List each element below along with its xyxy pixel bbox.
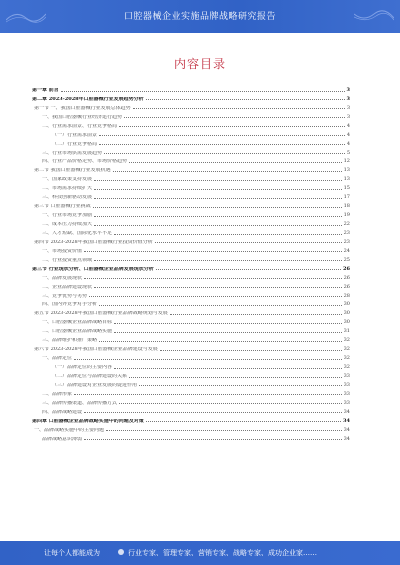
toc-dot-leader [170,314,342,315]
toc-entry-label: 四、国内外竞争对手分析 [42,302,98,308]
toc-dot-leader [74,359,342,360]
toc-entry[interactable] [32,307,350,316]
toc-entry-page: 3 [346,113,350,120]
toc-entry-label: 三、品牌维护和推广策略 [42,338,98,344]
toc-entry-label: 二、市场需求持续扩大 [42,186,93,192]
toc-entry-label: 二、口腔器械企业品牌战略实施 [42,329,113,335]
toc-dot-leader [156,269,341,270]
toc-entry-label: （一）品牌定位的主要内容 [52,365,113,370]
toc-entry[interactable] [32,147,350,156]
toc-dot-leader [84,251,342,252]
toc-entry-page: 13 [343,176,350,183]
toc-entry[interactable] [32,129,350,138]
toc-entry[interactable] [32,93,350,102]
toc-dot-leader [139,385,342,386]
toc-entry-label: （二）品牌定位与品牌建设的关系 [52,373,128,379]
toc-entry-label: 二、行业投资重点领域 [42,257,93,263]
toc-dot-leader [74,394,342,395]
toc-entry-label: 第五节 2023-2028年我国口腔器械行业品牌战略规划与发展 [34,311,168,317]
toc-entry-label: 第一节 一、我国口腔器械行业发展总体趋势 [34,105,131,111]
toc-dot-leader [99,135,345,136]
toc-entry[interactable] [32,138,350,147]
toc-entry-page: 33 [343,399,350,406]
toc-entry-page: 34 [343,435,350,442]
toc-entry-page: 22 [343,221,350,227]
toc-entry[interactable] [32,164,350,173]
toc-entry-label: 三、竞争优势与劣势 [42,293,88,299]
toc-entry-page: 28 [343,292,350,299]
toc-dot-leader [114,323,342,324]
toc-entry[interactable] [32,334,350,343]
toc-entry[interactable] [32,379,350,388]
toc-entry-page: 32 [343,337,350,344]
toc-entry-page: 24 [343,247,350,254]
toc-entry[interactable] [32,245,350,254]
toc-entry[interactable] [32,254,350,263]
toc-dot-leader [93,207,342,208]
footer-bullet-icon [118,549,124,555]
footer-slogan-right: 行业专家、管理专家、营销专家、战略专家、成功企业家…… [128,549,317,557]
toc-entry-page: 15 [343,185,350,192]
toc-dot-leader [106,430,342,431]
toc-entry-label: 一、市场投资价值 [42,248,83,254]
toc-dot-leader [113,171,342,172]
toc-entry-page: 4 [346,122,350,129]
toc-entry-label: 第二节 我国口腔器械行业发展机遇 [34,168,111,174]
table-of-contents [32,84,350,442]
toc-dot-leader [94,198,342,199]
toc-entry[interactable] [32,102,350,111]
toc-entry[interactable] [32,272,350,281]
toc-dot-leader [146,421,341,422]
toc-entry-label: 三、行业市场供需发展趋势 [42,150,103,156]
toc-dot-leader [104,153,345,154]
toc-entry-page: 23 [343,229,350,236]
toc-dot-leader [94,180,342,181]
toc-entry-page: 23 [343,238,350,245]
toc-entry-label: 二、企业品牌建设现状 [42,284,93,290]
toc-dot-leader [99,305,342,306]
toc-dot-leader [129,162,342,163]
toc-dot-leader [160,350,342,351]
toc-entry-label: 第四节 2023-2028年我国口腔器械行业投资价值分析 [34,239,153,245]
toc-entry-label: 一、国家政策支持发展 [42,177,93,183]
toc-entry-page: 25 [343,256,350,263]
toc-entry-page: 31 [343,328,350,335]
toc-dot-leader [119,126,345,127]
toc-entry-page: 4 [346,131,350,138]
page-footer [0,541,400,565]
toc-dot-leader [84,412,342,413]
toc-entry[interactable] [32,173,350,182]
toc-dot-leader [94,260,342,261]
toc-entry[interactable] [32,433,350,442]
toc-entry-label: 第四章 口腔器械企业品牌战略实施中的问题及对策 [32,418,144,424]
toc-entry-page: 5 [346,149,350,156]
toc-entry[interactable] [32,370,350,379]
toc-entry[interactable] [32,352,350,361]
toc-entry-page: 3 [346,95,350,102]
toc-dot-leader [114,234,342,235]
toc-entry[interactable] [32,84,350,93]
toc-entry-label: 二、品牌形象 [42,391,73,397]
toc-entry[interactable] [32,209,350,218]
toc-entry-page: 34 [343,417,350,424]
toc-entry[interactable] [32,388,350,397]
toc-entry-label: 一、品牌发展现状 [42,275,83,281]
toc-dot-leader [133,108,345,109]
toc-entry-page: 32 [343,355,350,362]
toc-dot-leader [89,296,342,297]
toc-entry-label: 第三节 口腔器械行业挑战 [34,204,91,210]
toc-entry[interactable] [32,281,350,290]
toc-entry[interactable] [32,227,350,236]
toc-entry-label: 第三节 行业现状分析、口腔器械企业品牌发展现状分析 [32,266,154,272]
toc-dot-leader [99,341,342,342]
toc-entry-page: 34 [343,408,350,415]
toc-entry-label: 品牌战略意识薄弱 [42,436,83,442]
toc-dot-leader [119,403,342,404]
toc-entry-page: 17 [343,194,350,201]
toc-entry-page: 26 [343,274,350,281]
toc-entry[interactable] [32,156,350,165]
toc-entry-page: 13 [343,167,350,174]
toc-dot-leader [94,225,342,226]
toc-entry[interactable] [32,290,350,299]
toc-entry-label: 三、品牌传播渠道、品牌传播方式 [42,400,118,406]
toc-entry-label: 四、品牌战略建设 [42,409,83,415]
toc-entry-label: 一、品牌定位 [42,356,73,362]
toc-entry-label: 第二章 2023-2028年口腔器械行业发展趋势分析 [32,96,144,102]
toc-entry[interactable] [32,316,350,325]
toc-entry[interactable] [32,343,350,352]
toc-dot-leader [84,439,342,440]
toc-entry[interactable] [32,236,350,245]
toc-entry-label: 四、行业产品价格走势、市场价格趋势 [42,159,128,165]
toc-entry-page: 30 [343,310,350,317]
toc-entry-page: 34 [343,426,350,433]
toc-entry-page: 3 [346,104,350,111]
toc-entry-label: 一、口腔器械企业品牌战略目标 [42,320,113,326]
toc-dot-leader [94,189,342,190]
toc-entry[interactable] [32,191,350,200]
toc-entry[interactable] [32,218,350,227]
toc-entry-label: 第一章 前言 [32,87,59,93]
toc-entry-label: （一）行业需求前景 [52,132,98,138]
toc-entry-page: 33 [343,381,350,388]
toc-entry-page: 18 [343,203,350,210]
toc-dot-leader [146,99,345,100]
toc-entry-label: 一、我国口腔器械行业经济运行趋势 [42,114,123,120]
toc-entry[interactable] [32,325,350,334]
toc-dot-leader [114,332,342,333]
toc-dot-leader [155,242,342,243]
toc-dot-leader [124,117,345,118]
toc-entry-label: （三）品牌建设对企业发展的促进作用 [52,382,138,388]
toc-dot-leader [84,278,342,279]
toc-dot-leader [61,91,345,92]
toc-entry[interactable] [32,397,350,406]
toc-entry-label: 第六节 2023-2028年我国口腔器械企业品牌建设与发展 [34,347,158,353]
toc-entry[interactable] [32,200,350,209]
toc-entry-page: 30 [343,319,350,326]
toc-entry-page: 33 [343,372,350,379]
toc-entry-page: 26 [343,283,350,290]
toc-entry-label: （二）行业竞争格局 [52,141,98,147]
toc-entry-page: 3 [346,86,350,93]
toc-entry[interactable] [32,406,350,415]
toc-entry[interactable] [32,415,350,424]
toc-entry-page: 30 [343,301,350,308]
toc-dot-leader [94,287,342,288]
report-title: 口腔器械企业实施品牌战略研究报告 [123,12,276,22]
toc-heading: 内容目录 [173,57,226,71]
toc-entry[interactable] [32,182,350,191]
toc-entry[interactable] [32,263,350,272]
toc-entry[interactable] [32,424,350,433]
toc-entry-label: 一、行业市场竞争加剧 [42,213,93,219]
toc-entry-page: 19 [343,212,350,219]
toc-entry-label: 一、品牌战略实施中的主要问题 [34,427,105,433]
footer-slogan-left: 让每个人都能成为 [44,549,100,557]
toc-entry-page: 26 [343,265,350,272]
toc-entry-label: 三、科技创新驱动发展 [42,195,93,201]
toc-entry[interactable] [32,120,350,129]
toc-entry-page: 4 [346,140,350,147]
toc-entry-page: 12 [343,158,350,165]
toc-entry-label: 二、行业需求前景、行业竞争格局 [42,123,118,129]
toc-entry[interactable] [32,361,350,370]
toc-entry[interactable] [32,299,350,308]
toc-dot-leader [114,368,342,369]
toc-dot-leader [94,216,342,217]
header-wave-decoration [354,8,394,24]
toc-entry[interactable] [32,111,350,120]
page-header [0,0,400,33]
toc-entry-page: 32 [343,346,350,353]
toc-dot-leader [129,377,342,378]
toc-dot-leader [99,144,345,145]
toc-entry-label: 三、人才短缺、国际化水平不足 [42,230,113,236]
toc-entry-label: 二、成本压力持续加大 [42,222,93,227]
toc-entry-page: 32 [343,364,350,370]
toc-entry-page: 33 [343,390,350,397]
